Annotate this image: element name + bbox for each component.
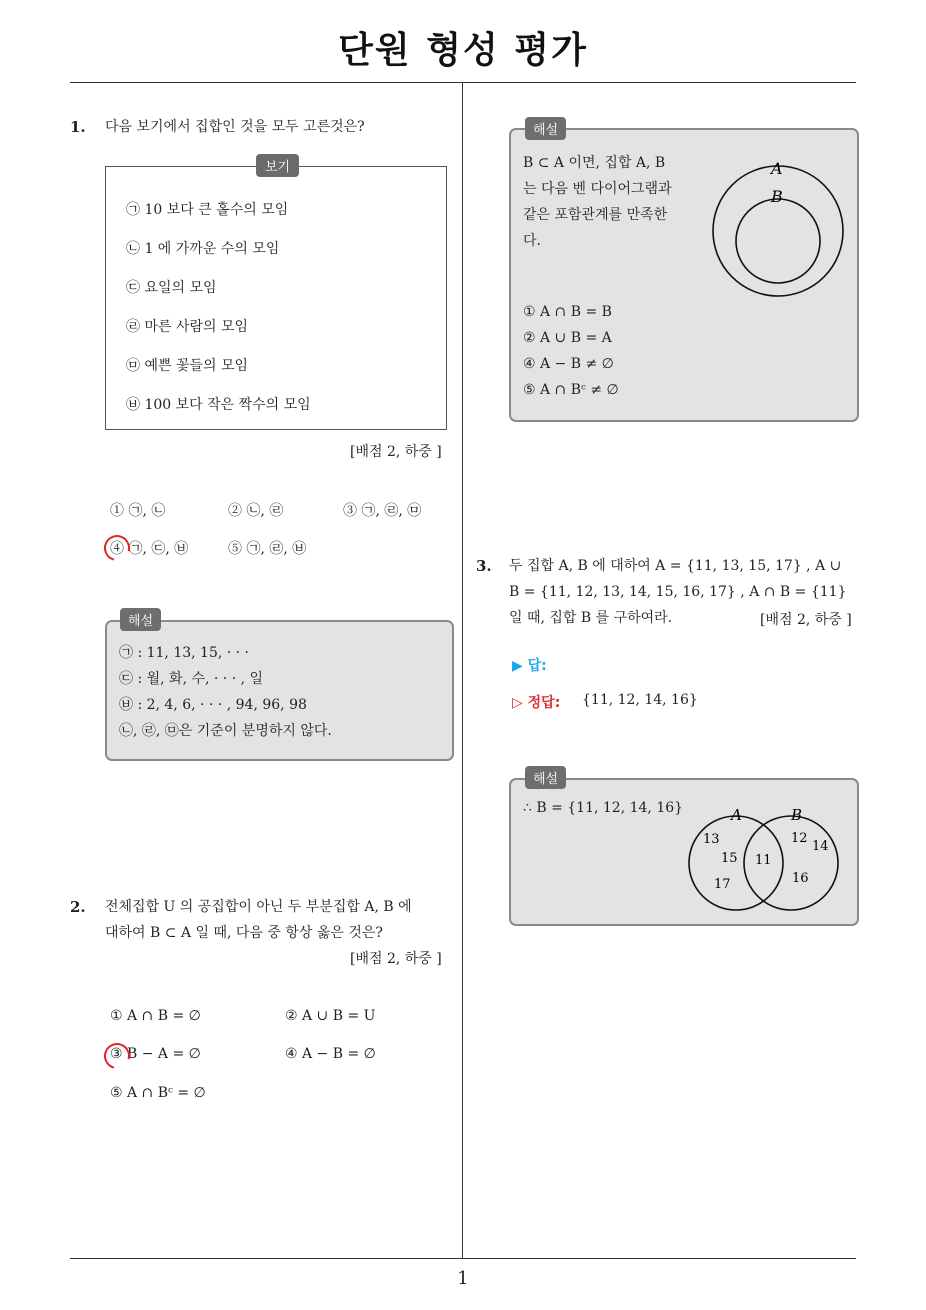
q2-text-line: 대하여 B ⊂ A 일 때, 다음 중 항상 옳은 것은? [105, 925, 383, 941]
page-number: 1 [457, 1268, 469, 1289]
q2-solution-item: ① A ∩ B = B [523, 304, 612, 320]
q2-solution-text: 다. [523, 233, 541, 249]
bogi-item: ㉡ 1 에 가까운 수의 모임 [126, 241, 280, 257]
venn-element: 15 [721, 851, 738, 866]
q3-solution-label: 해설 [525, 766, 566, 789]
q2-solution-box [509, 128, 859, 422]
q1-solution-line: ㉥ : 2, 4, 6, · · · , 94, 96, 98 [119, 697, 307, 713]
q2-choice-3[interactable]: ③ B − A = ∅ [110, 1046, 201, 1062]
q1-solution-line: ㉠ : 11, 13, 15, · · · [119, 645, 250, 661]
venn-left-label: A [731, 806, 742, 824]
q1-solution-box [105, 620, 454, 761]
q2-choice-1[interactable]: ① A ∩ B = ∅ [110, 1008, 201, 1024]
bottom-divider [70, 1258, 856, 1259]
bogi-item: ㉣ 마른 사람의 모임 [126, 319, 249, 335]
q2-venn-diagram [709, 156, 847, 298]
q3-score: [배점 2, 하중 ] [760, 612, 852, 628]
q1-choice-5[interactable]: ⑤ ㉠, ㉣, ㉥ [228, 541, 307, 557]
top-divider [70, 82, 856, 83]
q1-choice-3[interactable]: ③ ㉠, ㉣, ㉤ [343, 503, 422, 519]
q2-number: 2. [70, 898, 86, 916]
venn-inner-label: B [771, 187, 783, 206]
column-divider [462, 83, 463, 1258]
q3-text-line: 두 집합 A, B 에 대하여 A = {11, 13, 15, 17} , A ∪ [509, 558, 842, 574]
q1-bogi-box [105, 166, 447, 430]
venn-right-label: B [791, 806, 803, 824]
q2-solution-item: ② A ∪ B = A [523, 330, 612, 346]
q1-solution-line: ㉡, ㉣, ㉤은 기준이 분명하지 않다. [119, 723, 332, 739]
venn-element: 11 [755, 853, 772, 868]
q2-solution-item: ⑤ A ∩ Bᶜ ≠ ∅ [523, 382, 619, 398]
q1-answer-mark-icon [99, 530, 135, 566]
q3-venn-diagram [681, 798, 851, 918]
q1-score: [배점 2, 하중 ] [350, 444, 442, 460]
q1-solution-line: ㉢ : 월, 화, 수, · · · , 일 [119, 671, 264, 687]
venn-outer-label: A [771, 159, 783, 178]
q2-solution-text: 는 다음 벤 다이어그램과 [523, 181, 672, 197]
q1-text: 다음 보기에서 집합인 것을 모두 고른것은? [105, 119, 365, 135]
bogi-item: ㉠ 10 보다 큰 홀수의 모임 [126, 202, 289, 218]
q2-choice-5[interactable]: ⑤ A ∩ Bᶜ = ∅ [110, 1085, 206, 1101]
q3-solution-text: ∴ B = {11, 12, 14, 16} [523, 800, 684, 816]
q1-bogi-label: 보기 [256, 154, 299, 177]
q3-text-line: B = {11, 12, 13, 14, 15, 16, 17} , A ∩ B = {11} [509, 584, 847, 600]
q1-number: 1. [70, 118, 86, 136]
q3-text-line: 일 때, 집합 B 를 구하여라. [509, 610, 673, 626]
q2-answer-mark-icon [99, 1038, 135, 1074]
venn-element: 17 [714, 877, 731, 892]
page-title: 단원 형성 평가 [338, 30, 588, 71]
q3-correct-value: {11, 12, 14, 16} [582, 692, 698, 708]
q2-score: [배점 2, 하중 ] [350, 951, 442, 967]
bogi-item: ㉤ 예쁜 꽃들의 모임 [126, 358, 249, 374]
q2-solution-text: 같은 포함관계를 만족한 [523, 207, 668, 223]
q2-solution-item: ④ A − B ≠ ∅ [523, 356, 614, 372]
q2-choice-2[interactable]: ② A ∪ B = U [285, 1008, 376, 1024]
bogi-item: ㉥ 100 보다 작은 짝수의 모임 [126, 397, 311, 413]
q1-choice-4[interactable]: ④ ㉠, ㉢, ㉥ [110, 541, 189, 557]
q2-solution-label: 해설 [525, 117, 566, 140]
q1-choice-1[interactable]: ① ㉠, ㉡ [110, 503, 166, 519]
q3-correct-label: ▷ 정답: [512, 695, 561, 711]
q2-text-line: 전체집합 U 의 공집합이 아닌 두 부분집합 A, B 에 [105, 899, 412, 915]
q3-solution-box [509, 778, 859, 926]
venn-element: 13 [703, 832, 720, 847]
q2-solution-text: B ⊂ A 이면, 집합 A, B [523, 155, 666, 171]
q1-choice-2[interactable]: ② ㉡, ㉣ [228, 503, 284, 519]
venn-element: 12 [791, 831, 808, 846]
q3-answer-label: ▶ 답: [512, 658, 547, 674]
q2-choice-4[interactable]: ④ A − B = ∅ [285, 1046, 376, 1062]
bogi-item: ㉢ 요일의 모임 [126, 280, 217, 296]
venn-element: 16 [792, 871, 809, 886]
q1-solution-label: 해설 [120, 608, 161, 631]
venn-element: 14 [812, 839, 829, 854]
q3-number: 3. [476, 557, 492, 575]
